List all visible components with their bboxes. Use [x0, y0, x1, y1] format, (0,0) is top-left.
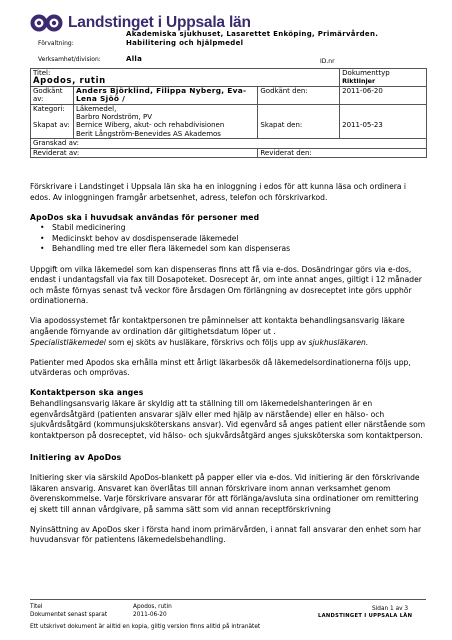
init-heading: Initiering av ApoDos: [30, 453, 122, 463]
kategori-value: Läkemedel,: [73, 104, 257, 113]
footer-divider: [30, 599, 426, 600]
dokumenttyp-value: Riktlinjer: [340, 77, 427, 86]
document-title: Apodos, rutin: [31, 77, 340, 86]
list-item: • Stabil medicinering: [52, 223, 426, 234]
footer-titel-value: Apodos, rutin: [133, 604, 172, 610]
godkant-av-label: Godkänt av:: [31, 86, 74, 104]
specialist-text: som ej sköts av husläkare, förskrivs och följs upp av: [105, 337, 309, 347]
usage-list: [52, 223, 426, 255]
nyinsattning-paragraph: Nyinsättning av ApoDos sker i första hand inom primärvården, i annat fall ansvarar den enhet som har huvudansvar för patientens läkemedelsbehandling.: [30, 524, 422, 545]
footer-titel-label: Titel: [30, 604, 43, 610]
forvaltning-value: Akademiska sjukhuset, Lasarettet Enköping, Primärvården. Habilitering och hjälpmedel: [126, 30, 379, 47]
county-emblem-icon: [30, 12, 64, 34]
page-number: Sidan 1 av 3: [372, 606, 409, 612]
footer-senast-value: 2011-06-20: [133, 612, 167, 618]
kontakt-heading: Kontaktperson ska anges: [30, 388, 144, 398]
footer-note: Ett utskrivet dokument är alltid en kopia, giltig version finns alltid på intranätet: [30, 624, 261, 630]
brand-name: Landstinget i Uppsala län: [68, 14, 251, 31]
godkant-den-label: Godkänt den:: [258, 86, 340, 104]
skapat-av-label: Skapat av:: [31, 121, 74, 129]
usage-heading: ApoDos ska i huvudsak användas för personer med: [30, 212, 260, 222]
id-label: ID.nr: [320, 58, 335, 65]
document-body: [30, 182, 426, 556]
via-paragraph: Via apodossystemet får kontaktpersonen tre påminnelser att kontakta behandlingsansvarig läkare angående förnyande av ordination där giltighetsdatum löper ut .: [30, 316, 405, 337]
list-item: • Behandling med tre eller flera läkemedel som kan dispenseras: [52, 244, 426, 255]
verksamhet-value: Alla: [126, 55, 143, 63]
skapat-av-value: Bernice Wiberg, akut- och rehabdivisionen: [73, 121, 257, 129]
author-1: Barbro Nordström, PV: [73, 113, 257, 121]
specialist-term: Specialistläkemedel: [30, 337, 106, 347]
kontakt-paragraph: Behandlingsansvarig läkare är skyldig att ta ställning till om läkemedelshanteringen är en egenvårdsåtgärd (patienten ansvarar själv eller med hjälp av närstående) eller en hälso- och sjukvårdsåtgärd (kommunsjuksköterskans ansvar). Vid egenvård så anges patient eller närstående som kontaktperson på dosreceptet, vid hälso- och sjukvårdsåtgärd anges sjuksköterska som kontaktperson.: [30, 399, 426, 440]
granskad-label: Granskad av:: [31, 139, 427, 148]
footer-senast-label: Dokumentet senast sparat: [30, 612, 108, 618]
dokumenttyp-label: Dokumenttyp: [340, 69, 427, 78]
footer-org: LANDSTINGET I UPPSALA LÄN: [318, 613, 413, 619]
reviderat-av-label: Reviderat av:: [31, 148, 258, 157]
titel-label: Titel:: [31, 69, 340, 78]
forvaltning-label: Förvaltning:: [38, 40, 74, 47]
skapat-den-label: Skapat den:: [258, 121, 340, 129]
patienter-paragraph: Patienter med Apodos ska erhålla minst ett årligt läkarbesök då läkemedelsordinationerna följs upp, utvärderas och omprövas.: [30, 357, 411, 378]
godkant-den-value: 2011-06-20: [340, 86, 427, 104]
author-3: Berit Långström-Benevides AS Akademos: [73, 130, 257, 139]
init-paragraph: Initiering sker via särskild ApoDos-blankett på papper eller via e-dos. Vid initiering är den förskrivande läkaren ansvarig. Ansvaret kan överlåtas till annan förskrivare inom annan verksamhet genom överenskommelse. Varje förskrivare ansvarar för att förlänga/avsluta sina ordinationer om remittering ej skett till annan vårdgivare, på samma sätt som vid annan receptförskrivning: [30, 472, 420, 514]
list-item: • Medicinskt behov av dosdispenserade läkemedel: [52, 234, 426, 245]
verksamhet-label: Verksamhet/division:: [38, 56, 101, 63]
intro-paragraph: Förskrivare i Landstinget i Uppsala län ska ha en inloggning i edos för att kunna läsa och ordinera i edos. Av inloggningen framgår arbetsenhet, adress, telefon och förskrivarkod.: [30, 182, 407, 202]
reviderat-den-label: Reviderat den:: [258, 148, 427, 157]
uppgift-paragraph: Uppgift om vilka läkemedel som kan dispenseras finns att få via e-dos. Dosändringar görs via e-dos, endast i undantagsfall via fax till Dosapoteket. Dosrecept är, om inte annat anges, giltigt i 12 månader och måste förnyas senast två veckor före årsdagen Om förlängning av dosreceptet inte görs upphör ordinationerna.: [30, 264, 422, 306]
specialist-paragraph: [30, 338, 426, 349]
kategori-label: Kategori:: [31, 104, 74, 113]
skapat-den-value: 2011-05-23: [340, 121, 427, 129]
sjukhuslakare-term: sjukhusläkaren.: [308, 337, 369, 347]
document-meta-table: [30, 68, 427, 158]
godkant-av-value: Anders Björklind, Filippa Nyberg, Eva-Lena Sjöö /: [73, 86, 257, 104]
